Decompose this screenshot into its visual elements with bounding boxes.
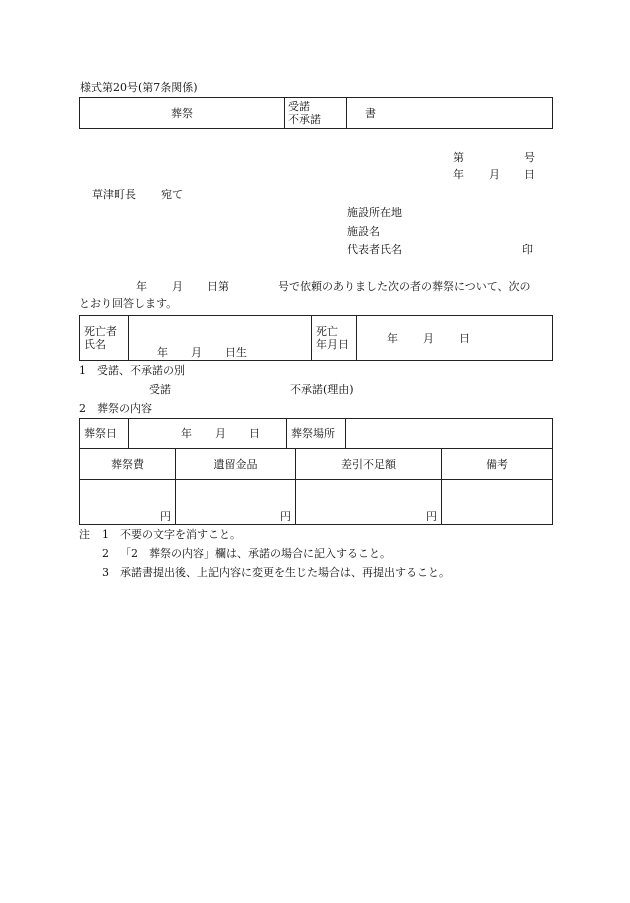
- deceased-birth-cell: [129, 316, 312, 361]
- facility-name-label: 施設名: [347, 225, 380, 238]
- deceased-name-label-line2: 氏名: [84, 338, 106, 351]
- death-date-cell: [357, 316, 553, 361]
- title-right: 書: [347, 98, 553, 129]
- funeral-place-label: 葬祭場所: [287, 419, 346, 449]
- date-month: 月: [489, 168, 500, 181]
- title-box: [79, 97, 553, 129]
- col-funeral-cost: 葬祭費: [80, 449, 176, 480]
- birth-month: 月: [191, 346, 202, 359]
- date-year: 年: [453, 168, 464, 181]
- section1-reject: 不承諾(理由): [290, 383, 354, 396]
- section1-heading: 1 受諾、不承諾の別: [79, 364, 185, 377]
- note-2-num: 2: [102, 547, 109, 560]
- title-option-reject: 不承諾: [288, 113, 321, 126]
- note-2-text: 「2 葬祭の内容」欄は、承諾の場合に記入すること。: [120, 547, 391, 560]
- funeral-date-cell: [129, 419, 287, 449]
- col-shortfall: 差引不足額: [296, 449, 442, 480]
- body-month: 月: [172, 280, 183, 293]
- funeral-month: 月: [215, 427, 226, 440]
- remarks-value: [442, 480, 553, 525]
- funeral-day: 日: [249, 427, 260, 440]
- body-line1-rest: 号で依頼のありました次の者の葬祭について、次の: [278, 280, 531, 293]
- death-date-label-line1: 死亡: [316, 325, 338, 338]
- shortfall-value: 円: [296, 480, 442, 525]
- addressee-name: 草津町長: [92, 188, 136, 201]
- death-year: 年: [387, 331, 398, 345]
- col-remaining-goods: 遺留金品: [176, 449, 296, 480]
- form-number: 様式第20号(第7条関係): [80, 81, 198, 94]
- funeral-date-label: 葬祭日: [80, 419, 129, 449]
- death-month: 月: [423, 331, 434, 345]
- body-year: 年: [136, 280, 147, 293]
- deceased-name-label: [80, 316, 129, 361]
- funeral-date-table: [79, 418, 553, 449]
- date-day: 日: [524, 168, 535, 181]
- body-day: 日第: [207, 280, 229, 293]
- body-line2: とおり回答します。: [79, 297, 178, 310]
- funeral-year: 年: [181, 427, 192, 440]
- addressee-suffix: 宛て: [161, 188, 183, 201]
- facility-rep-label: 代表者氏名: [347, 243, 402, 256]
- birth-day: 日生: [225, 346, 247, 359]
- death-date-label: [312, 316, 357, 361]
- seal-mark: 印: [522, 243, 533, 256]
- deceased-table: [79, 315, 553, 361]
- note-1-num: 1: [102, 528, 109, 541]
- section2-heading: 2 葬祭の内容: [79, 402, 152, 415]
- birth-year: 年: [157, 346, 168, 359]
- death-date-label-line2: 年月日: [316, 338, 349, 351]
- deceased-name-label-line1: 死亡者: [84, 325, 117, 338]
- notes-prefix: 注: [79, 528, 90, 541]
- doc-number-dai: 第: [453, 151, 464, 164]
- title-option-accept: 受諾: [288, 100, 310, 113]
- note-3-num: 3: [102, 566, 109, 579]
- death-day: 日: [459, 331, 470, 345]
- section1-accept: 受諾: [149, 383, 171, 396]
- col-remarks: 備考: [442, 449, 553, 480]
- cost-table: [79, 448, 553, 525]
- remaining-goods-value: 円: [176, 480, 296, 525]
- doc-number-go: 号: [524, 151, 535, 164]
- note-3-text: 承諾書提出後、上記内容に変更を生じた場合は、再提出すること。: [120, 566, 450, 579]
- title-left: 葬祭: [80, 98, 285, 129]
- facility-location-label: 施設所在地: [347, 206, 402, 219]
- funeral-place-cell: [346, 419, 553, 449]
- note-1-text: 不要の文字を消すこと。: [120, 528, 241, 541]
- funeral-cost-value: 円: [80, 480, 176, 525]
- title-options: [285, 98, 347, 129]
